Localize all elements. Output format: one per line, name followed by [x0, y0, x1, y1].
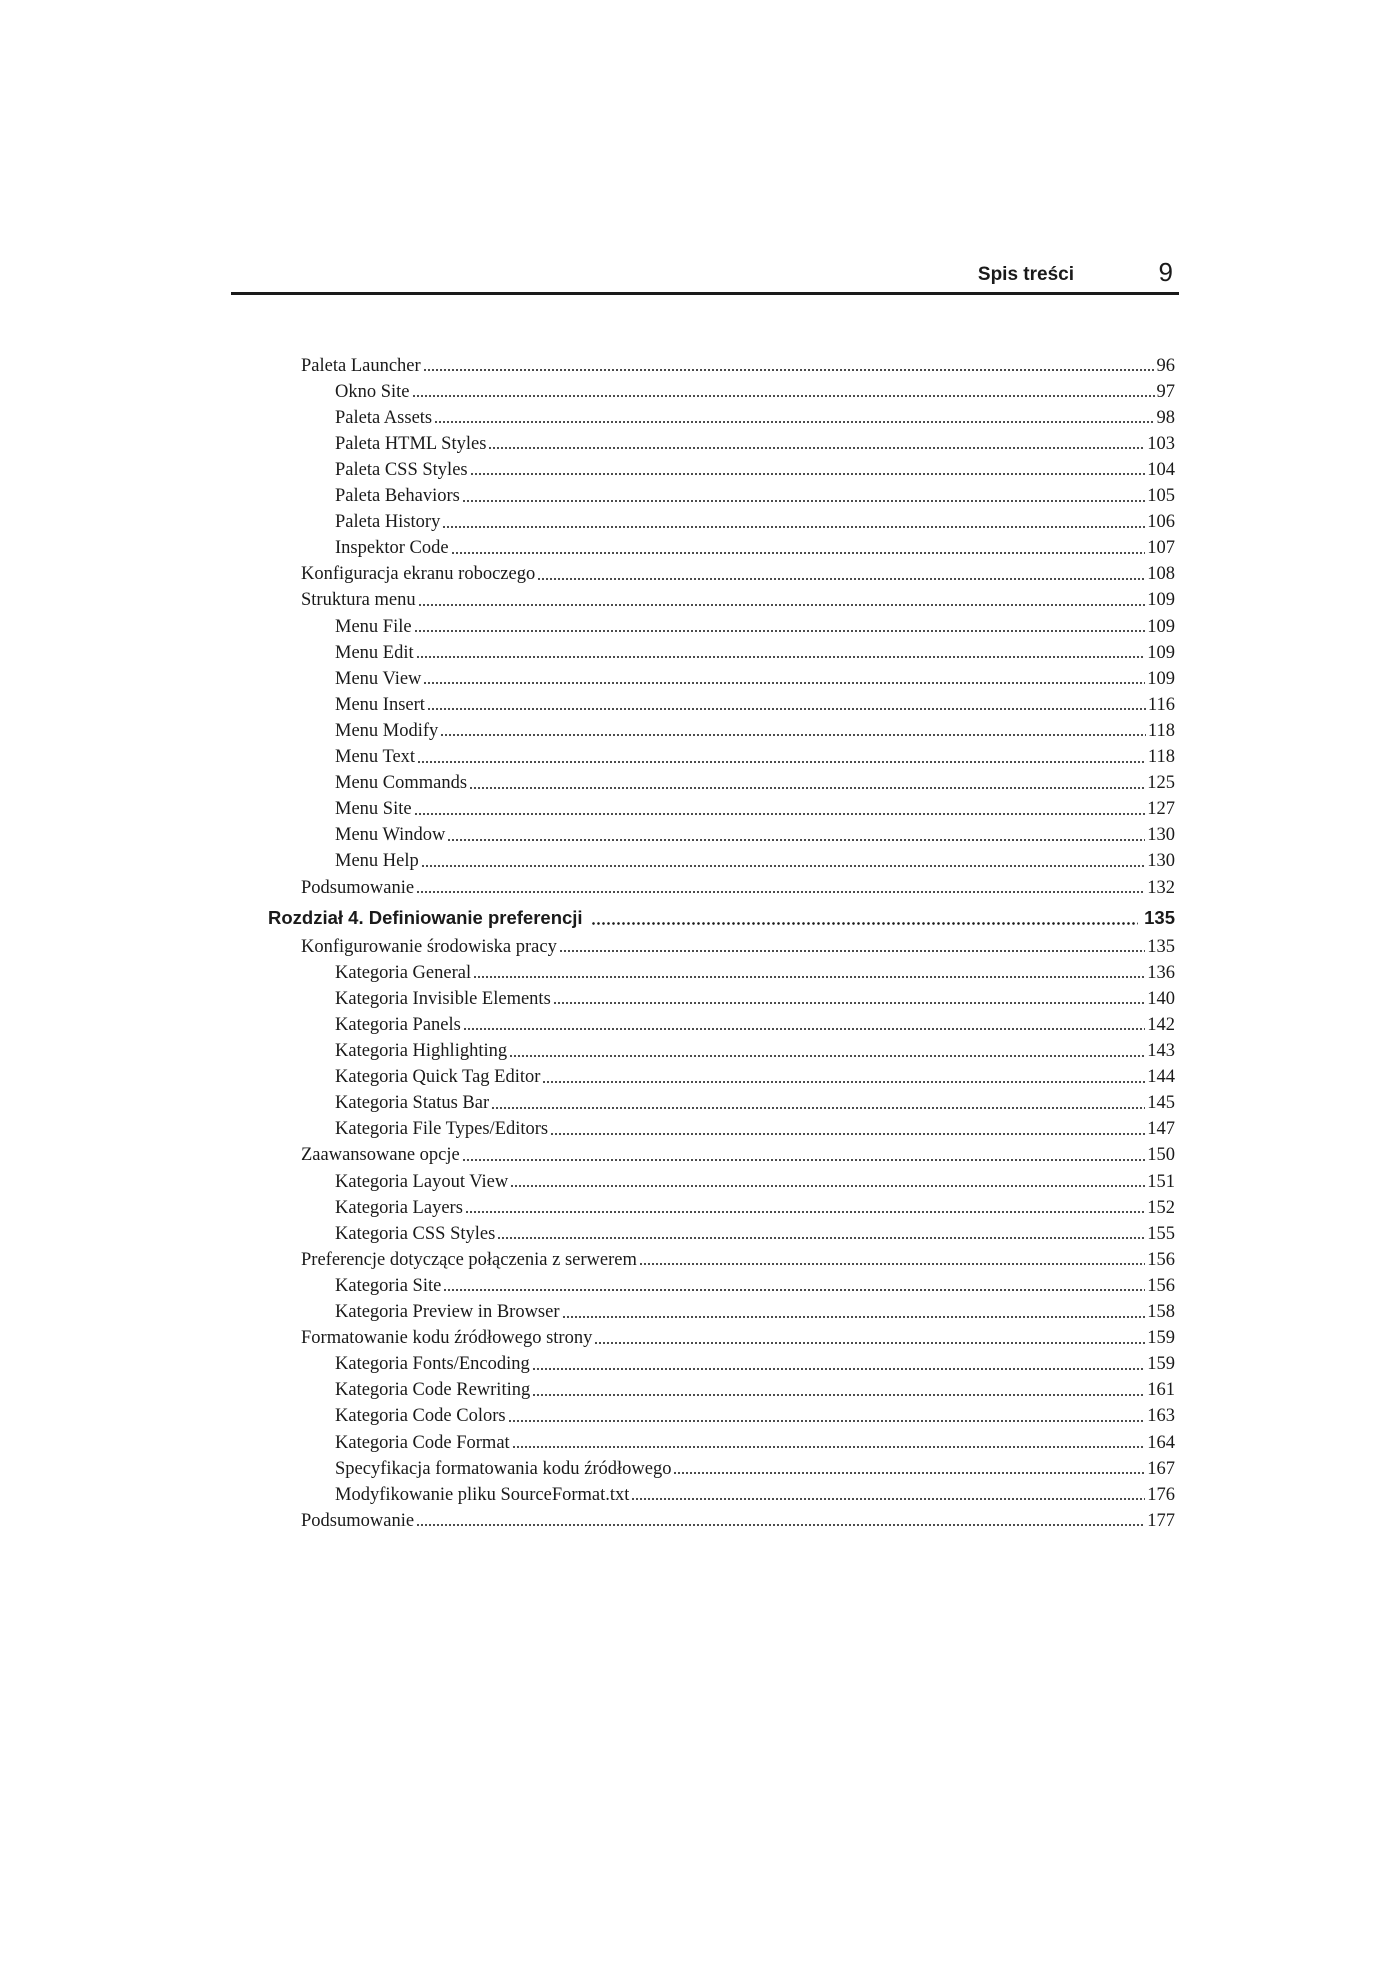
toc-entry — [301, 587, 1175, 613]
toc-entry-title: Kategoria Code Colors — [335, 1406, 506, 1427]
toc-entry — [335, 1064, 1175, 1090]
dot-leader — [497, 1224, 1145, 1243]
toc-entry — [335, 822, 1175, 848]
dot-leader — [414, 800, 1146, 819]
dot-leader — [532, 1381, 1145, 1400]
dot-leader — [594, 1329, 1145, 1348]
toc-entry-page-number: 143 — [1147, 1041, 1175, 1061]
toc-entry — [335, 959, 1175, 985]
toc-entry-title: Paleta HTML Styles — [335, 433, 487, 454]
dot-leader — [442, 513, 1145, 532]
toc-entry-page-number: 106 — [1147, 512, 1175, 533]
toc-entry-title: Inspektor Code — [335, 538, 449, 559]
dot-leader — [462, 1146, 1146, 1165]
toc-entry-page-number: 98 — [1156, 407, 1175, 428]
toc-entry-page-number: 164 — [1147, 1432, 1175, 1453]
dot-leader — [491, 1094, 1145, 1113]
dot-leader — [416, 878, 1145, 897]
dot-leader — [447, 826, 1145, 845]
toc-entry-title: Specyfikacja formatowania kodu źródłowego — [335, 1458, 672, 1479]
toc-entry-title: Preferencje dotyczące połączenia z serwerem — [301, 1249, 637, 1270]
toc-entry-page-number: 159 — [1147, 1328, 1175, 1349]
dot-leader — [421, 852, 1146, 871]
toc-entry-title: Podsumowanie — [301, 877, 415, 898]
toc-entry — [335, 744, 1175, 770]
toc-entry-title: Kategoria Status Bar — [335, 1093, 490, 1114]
toc-entry-page-number: 176 — [1147, 1484, 1175, 1505]
toc-entry — [335, 535, 1175, 561]
dot-leader — [462, 487, 1145, 506]
toc-entry-page-number: 109 — [1147, 590, 1175, 611]
toc-entry-title: Kategoria Code Format — [335, 1432, 510, 1453]
toc-entry-page-number: 127 — [1147, 799, 1175, 820]
toc-entry — [335, 1272, 1175, 1298]
toc-entry-page-number: 132 — [1147, 877, 1175, 898]
dot-leader — [673, 1459, 1145, 1478]
dot-leader — [440, 721, 1146, 740]
toc-entry-page-number: 145 — [1147, 1093, 1175, 1114]
toc-entry — [301, 561, 1175, 587]
dot-leader — [451, 539, 1146, 558]
toc-entry — [335, 665, 1175, 691]
dot-leader — [508, 1407, 1146, 1426]
toc-entry — [335, 430, 1175, 456]
toc-entry — [301, 1507, 1175, 1533]
toc-entry-page-number: 150 — [1147, 1145, 1175, 1166]
dot-leader — [591, 909, 1139, 928]
toc-entry-title: Menu Window — [335, 825, 446, 846]
toc-entry — [301, 1142, 1175, 1168]
toc-entry — [335, 509, 1175, 535]
toc-entry — [335, 1351, 1175, 1377]
toc-entry — [335, 770, 1175, 796]
toc-entry-page-number: 177 — [1147, 1510, 1175, 1531]
toc-entry-page-number: 108 — [1147, 564, 1175, 585]
toc-entry-title: Struktura menu — [301, 590, 416, 611]
toc-entry-title: Konfiguracja ekranu roboczego — [301, 564, 536, 585]
dot-leader — [412, 382, 1155, 401]
dot-leader — [416, 1511, 1145, 1530]
toc-entry-title: Menu Commands — [335, 773, 468, 794]
toc-entry-title: Menu Edit — [335, 642, 414, 663]
toc-entry — [335, 639, 1175, 665]
toc-entry-title: Menu View — [335, 668, 422, 689]
toc-entry-page-number: 105 — [1147, 486, 1175, 506]
toc-entry — [335, 1403, 1175, 1429]
toc-entry-page-number: 136 — [1147, 962, 1175, 983]
dot-leader — [553, 989, 1145, 1008]
toc-entry — [335, 985, 1175, 1011]
dot-leader — [423, 356, 1155, 375]
toc-entry-page-number: 125 — [1147, 773, 1175, 794]
toc-entry-title: Paleta History — [335, 512, 441, 533]
dot-leader — [414, 617, 1146, 636]
dot-leader — [559, 937, 1145, 956]
toc-entry-title: Menu Help — [335, 851, 419, 872]
toc-entry-title: Modyfikowanie pliku SourceFormat.txt — [335, 1484, 630, 1505]
toc-entry-title: Kategoria File Types/Editors — [335, 1119, 549, 1140]
toc-entry-page-number: 158 — [1147, 1302, 1175, 1322]
toc-entry-page-number: 144 — [1147, 1067, 1175, 1088]
toc-entry-title: Kategoria Site — [335, 1275, 442, 1296]
toc-entry-title: Menu Text — [335, 747, 416, 767]
toc-entry — [335, 613, 1175, 639]
toc-entry-title: Zaawansowane opcje — [301, 1145, 460, 1166]
toc-entry-title: Paleta Launcher — [301, 355, 421, 376]
toc-entry-page-number: 109 — [1147, 642, 1175, 663]
dot-leader — [470, 460, 1146, 479]
toc-entry — [335, 796, 1175, 822]
toc-entry-page-number: 103 — [1147, 433, 1175, 454]
toc-entry-page-number: 142 — [1147, 1014, 1175, 1035]
dot-leader — [443, 1276, 1145, 1295]
toc-entry-page-number: 104 — [1147, 459, 1175, 480]
toc-entry — [335, 456, 1175, 482]
toc-entry — [335, 1220, 1175, 1246]
dot-leader — [465, 1198, 1145, 1217]
toc-entry — [335, 1038, 1175, 1064]
toc-entry-title: Paleta Assets — [335, 407, 433, 428]
toc-entry-title: Kategoria Layout View — [335, 1171, 509, 1192]
toc-entry-page-number: 109 — [1147, 616, 1175, 637]
toc-entry-title: Kategoria Layers — [335, 1197, 463, 1218]
dot-leader — [550, 1120, 1145, 1139]
toc-entry — [301, 352, 1175, 378]
dot-leader — [416, 643, 1146, 662]
dot-leader — [417, 748, 1146, 767]
toc-entry-title: Kategoria Preview in Browser — [335, 1302, 560, 1322]
toc-entry-title: Paleta Behaviors — [335, 486, 460, 506]
toc-entry-page-number: 116 — [1147, 694, 1175, 715]
dot-leader — [427, 695, 1146, 714]
toc-entry-title: Konfigurowanie środowiska pracy — [301, 936, 557, 957]
toc-entry-title: Kategoria Code Rewriting — [335, 1380, 531, 1401]
toc-entry-title: Kategoria Quick Tag Editor — [335, 1067, 541, 1088]
toc-entry-page-number: 156 — [1147, 1249, 1175, 1270]
toc-entry-page-number: 118 — [1147, 747, 1175, 767]
dot-leader — [423, 669, 1145, 688]
toc-entry — [301, 1325, 1175, 1351]
toc-entry — [335, 1168, 1175, 1194]
toc-entry-page-number: 118 — [1147, 720, 1175, 741]
toc-entry-title: Menu Modify — [335, 720, 439, 741]
dot-leader — [542, 1068, 1145, 1087]
toc-entry-page-number: 159 — [1147, 1354, 1175, 1375]
toc-entry-page-number: 155 — [1147, 1223, 1175, 1244]
dot-leader — [512, 1433, 1146, 1452]
toc-entry-page-number: 135 — [1144, 906, 1175, 928]
toc-entry-page-number: 161 — [1147, 1380, 1175, 1401]
toc-entry — [335, 483, 1175, 509]
dot-leader — [510, 1172, 1145, 1191]
dot-leader — [537, 565, 1145, 584]
toc-entry-title: Podsumowanie — [301, 1510, 415, 1531]
toc-entry-page-number: 167 — [1147, 1458, 1175, 1479]
toc-entry-title: Menu Site — [335, 799, 412, 820]
dot-leader — [631, 1485, 1145, 1504]
toc-entry-title: Rozdział 4. Definiowanie preferencji — [268, 906, 583, 928]
toc-entry-title: Kategoria CSS Styles — [335, 1223, 496, 1244]
toc-entry-page-number: 109 — [1147, 668, 1175, 689]
dot-leader — [562, 1303, 1146, 1322]
toc-entry-title: Formatowanie kodu źródłowego strony — [301, 1328, 593, 1349]
toc-entry-title: Okno Site — [335, 381, 410, 402]
toc-entry — [301, 874, 1175, 900]
page-number: 9 — [1158, 257, 1173, 287]
toc-entry-title: Menu Insert — [335, 694, 425, 715]
toc-entry — [335, 1481, 1175, 1507]
toc-entry — [335, 404, 1175, 430]
toc-entry-title: Kategoria General — [335, 962, 472, 983]
toc-entry — [335, 1194, 1175, 1220]
toc-entry — [335, 1429, 1175, 1455]
running-head-title: Spis treści — [977, 264, 1074, 285]
toc-entry-page-number: 135 — [1147, 936, 1175, 957]
toc-entry-page-number: 96 — [1156, 355, 1175, 376]
dot-leader — [469, 774, 1145, 793]
toc-entry — [301, 1246, 1175, 1272]
dot-leader — [639, 1250, 1145, 1269]
dot-leader — [488, 434, 1145, 453]
toc-entry-page-number: 107 — [1147, 538, 1175, 559]
toc-entry — [335, 378, 1175, 404]
toc-entry — [335, 1011, 1175, 1037]
toc-entry-title: Menu File — [335, 616, 412, 637]
dot-leader — [532, 1355, 1146, 1374]
toc-entry — [335, 1455, 1175, 1481]
toc-entry-title: Kategoria Fonts/Encoding — [335, 1354, 530, 1375]
toc-entry — [335, 1116, 1175, 1142]
toc-entry-page-number: 147 — [1147, 1119, 1175, 1140]
toc-entry — [335, 717, 1175, 743]
toc-entry — [335, 848, 1175, 874]
toc-entry — [335, 691, 1175, 717]
toc-entry — [335, 1090, 1175, 1116]
toc-entry — [335, 1377, 1175, 1403]
toc-entry-page-number: 156 — [1147, 1275, 1175, 1296]
dot-leader — [418, 591, 1146, 610]
toc-entry — [301, 933, 1175, 959]
toc-entry-page-number: 97 — [1156, 381, 1175, 402]
dot-leader — [463, 1015, 1145, 1034]
toc-entry-title: Kategoria Panels — [335, 1014, 461, 1035]
dot-leader — [473, 963, 1145, 982]
toc-entry-page-number: 140 — [1147, 988, 1175, 1009]
toc-entry-title: Kategoria Highlighting — [335, 1041, 508, 1061]
toc-entry-page-number: 130 — [1147, 825, 1175, 846]
toc-entry — [335, 1299, 1175, 1325]
dot-leader — [509, 1042, 1145, 1061]
toc-entry-page-number: 163 — [1147, 1406, 1175, 1427]
toc-chapter-entry — [268, 905, 1175, 931]
toc-entry-title: Kategoria Invisible Elements — [335, 988, 551, 1009]
toc-entry-page-number: 130 — [1147, 851, 1175, 872]
toc-entry-page-number: 151 — [1147, 1171, 1175, 1192]
toc-entry-page-number: 152 — [1147, 1197, 1175, 1218]
dot-leader — [434, 408, 1154, 427]
toc-entry-title: Paleta CSS Styles — [335, 459, 468, 480]
